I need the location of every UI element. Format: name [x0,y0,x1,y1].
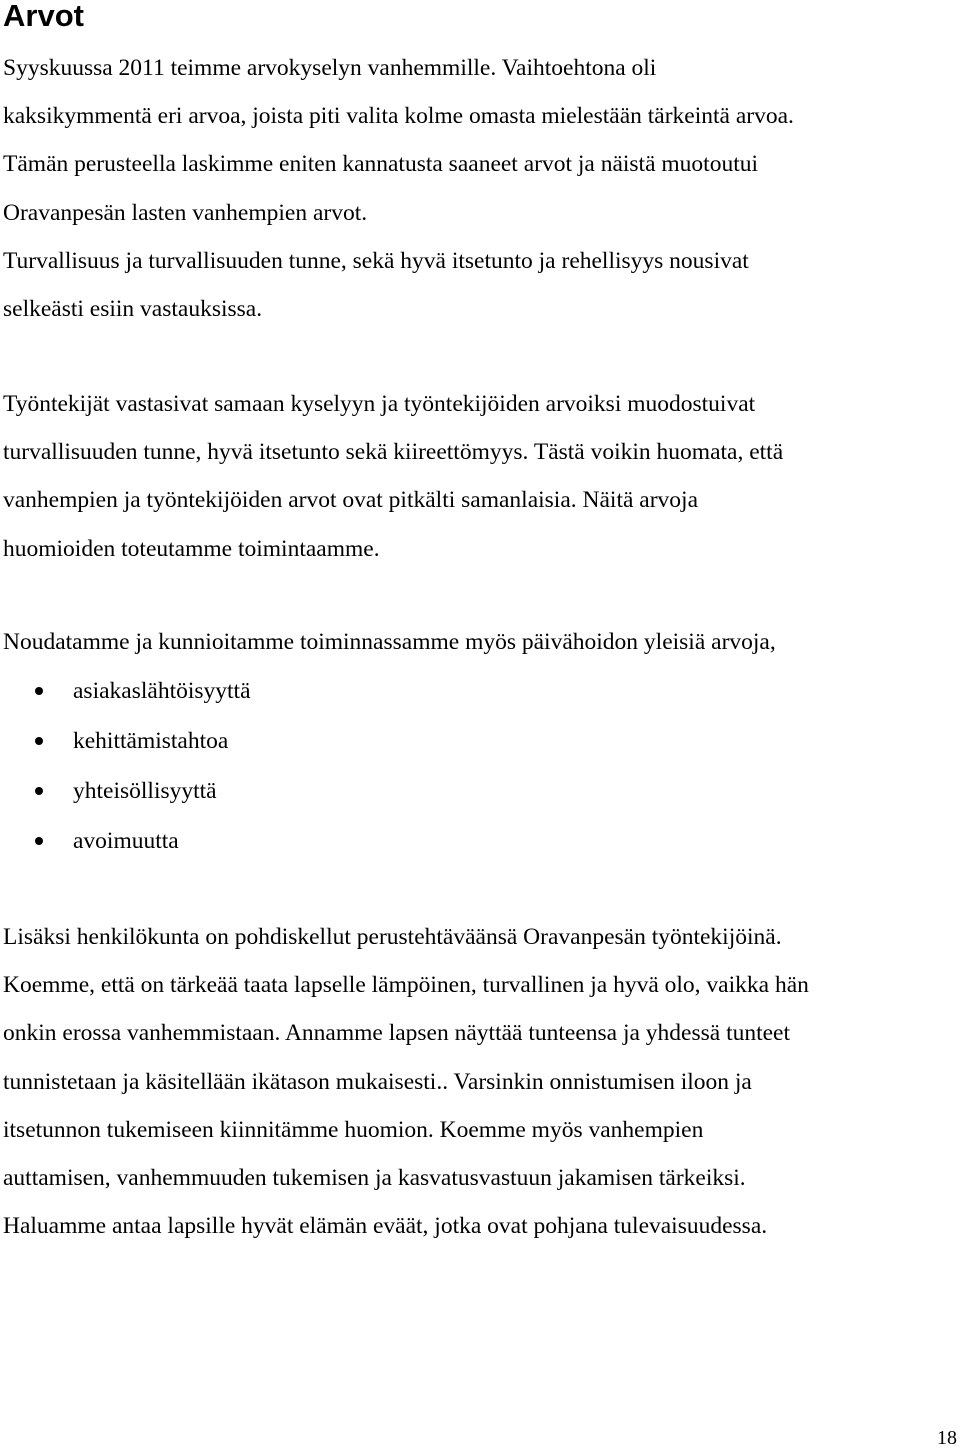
text-line: Turvallisuus ja turvallisuuden tunne, sekä hyvä itsetunto ja rehellisyys nousivat [3,247,749,274]
text-line: kaksikymmentä eri arvoa, joista piti valita kolme omasta mielestään tärkeintä arvoa. [3,103,794,130]
list-item-text: kehittämistahtoa [73,728,229,754]
page-heading: Arvot [3,0,84,33]
page-number: 18 [937,1427,957,1449]
text-line: Työntekijät vastasivat samaan kyselyyn ja työntekijöiden arvoiksi muodostuivat [3,391,756,417]
list-item-text: yhteisöllisyyttä [73,778,217,804]
text-line: auttamisen, vanhemmuuden tukemisen ja kasvatusvastuun jakamisen tärkeiksi. [3,1164,746,1191]
text-line: Haluamme antaa lapsille hyvät elämän eväät, jotka ovat pohjana tulevaisuudessa. [3,1213,768,1240]
text-line: Syyskuussa 2011 teimme arvokyselyn vanhemmille. Vaihtoehtona oli [3,55,657,81]
list-item-text: avoimuutta [73,828,179,854]
text-line: turvallisuuden tunne, hyvä itsetunto sekä kiireettömyys. Tästä voikin huomata, että [3,439,784,466]
bullet-icon [35,837,43,845]
text-line: Tämän perusteella laskimme eniten kannatusta saaneet arvot ja näistä muotoutui [3,151,759,178]
text-line: huomioiden toteutamme toimintaamme. [3,535,380,562]
list-item-text: asiakaslähtöisyyttä [73,678,251,704]
paragraph-general-values-intro [3,618,776,666]
text-line: itsetunnon tukemiseen kiinnitämme huomion. Koemme myös vanhempien [3,1116,704,1143]
text-line: Oravanpesän lasten vanhempien arvot. [3,199,368,226]
text-line: Noudatamme ja kunnioitamme toiminnassamme myös päivähoidon yleisiä arvoja, [3,629,776,655]
text-line: selkeästi esiin vastauksissa. [3,295,263,322]
text-line: tunnistetaan ja käsitellään ikätason mukaisesti.. Varsinkin onnistumisen iloon ja [3,1068,752,1095]
paragraph-staff-survey [3,380,783,573]
text-line: Koemme, että on tärkeää taata lapselle lämpöinen, turvallinen ja hyvä olo, vaikka hän [3,972,809,999]
bullet-icon [35,687,43,695]
bullet-icon [35,737,43,745]
paragraph-parent-survey [3,44,794,333]
text-line: Lisäksi henkilökunta on pohdiskellut perustehtäväänsä Oravanpesän työntekijöinä. [3,924,782,950]
paragraph-staff-reflection [3,913,809,1250]
text-line: onkin erossa vanhemmistaan. Annamme lapsen näyttää tunteensa ja yhdessä tunteet [3,1020,791,1047]
bullet-icon [35,787,43,795]
text-line: vanhempien ja työntekijöiden arvot ovat pitkälti samanlaisia. Näitä arvoja [3,487,698,514]
